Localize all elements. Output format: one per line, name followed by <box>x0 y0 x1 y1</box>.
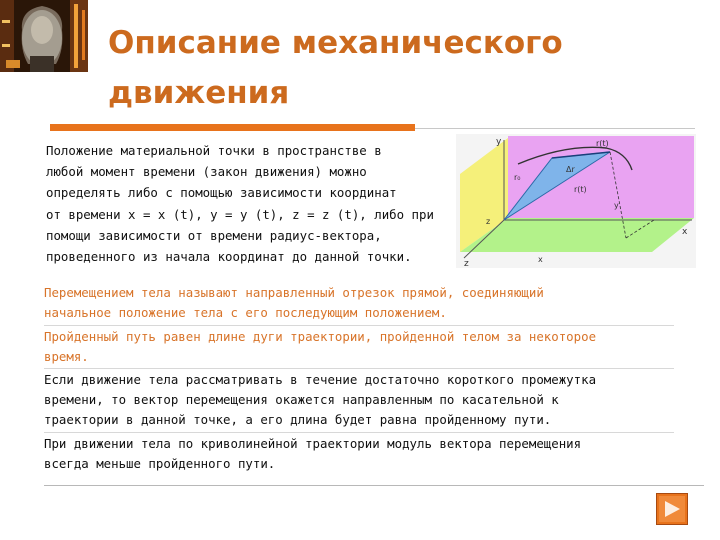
title-underline-bar <box>50 124 415 131</box>
paragraph-line: Если движение тела рассматривать в течение достаточно короткого промежутка <box>44 372 597 387</box>
scientist-portrait-image <box>0 0 88 72</box>
intro-line: проведенного из начала координат до данной точки. <box>46 249 412 265</box>
page-title <box>108 18 668 118</box>
separator <box>44 368 674 369</box>
paragraph-line: время. <box>44 349 89 364</box>
paragraph-line: траектории в данной точке, а его длина будет равна пройденному пути. <box>44 412 552 427</box>
paragraph-curvilinear <box>44 434 674 474</box>
rt-label: r(t) <box>574 185 587 194</box>
intro-line: определять либо с помощью зависимости координат <box>46 185 397 201</box>
r0-label: r₀ <box>514 173 521 182</box>
intro-line: Положение материальной точки в пространстве в <box>46 143 382 158</box>
footer-rule <box>44 485 704 486</box>
title-line-1: Описание механического <box>108 25 563 61</box>
paragraph-path <box>44 327 674 367</box>
paragraph-line: начальное положение тела с его последующим положением. <box>44 305 447 320</box>
z-side-label: z <box>486 217 491 226</box>
plane-xy <box>508 136 694 218</box>
delta-r-label: Δr <box>566 165 575 174</box>
paragraph-line: При движении тела по криволинейной траектории модуль вектора перемещения <box>44 436 582 451</box>
paragraph-line: Перемещением тела называют направленный отрезок прямой, соединяющий <box>44 285 544 300</box>
next-slide-arrow-icon <box>656 493 688 525</box>
x-bottom-label: x <box>538 255 543 264</box>
y-right-label: y <box>614 201 619 210</box>
axis-z-label: z <box>464 259 469 268</box>
intro-line: помощи зависимости от времени радиус-вектора, <box>46 227 382 243</box>
title-underline-rule <box>415 128 695 129</box>
paragraph-line: Пройденный путь равен длине дуги траектории, пройденной телом за некоторое <box>44 329 597 344</box>
paragraph-line: времени, то вектор перемещения окажется направленным по касательной к <box>44 392 559 407</box>
intro-line: любой момент времени (закон движения) можно <box>46 164 367 180</box>
intro-line: от времени x = x (t), y = y (t), z = z (t), либо при <box>46 206 434 222</box>
radius-vector-diagram <box>456 134 696 268</box>
next-slide-button[interactable] <box>656 493 688 525</box>
separator <box>44 432 674 433</box>
paragraph-displacement <box>44 283 674 323</box>
paragraph-short-interval <box>44 370 674 430</box>
separator <box>44 325 674 326</box>
title-line-2: движения <box>108 75 290 111</box>
intro-text <box>46 140 436 267</box>
paragraph-line: всегда меньше пройденного пути. <box>44 456 276 471</box>
axis-y-label: y <box>496 137 502 147</box>
axis-x-label: x <box>682 227 688 237</box>
r-top-label: r(t) <box>596 139 609 148</box>
